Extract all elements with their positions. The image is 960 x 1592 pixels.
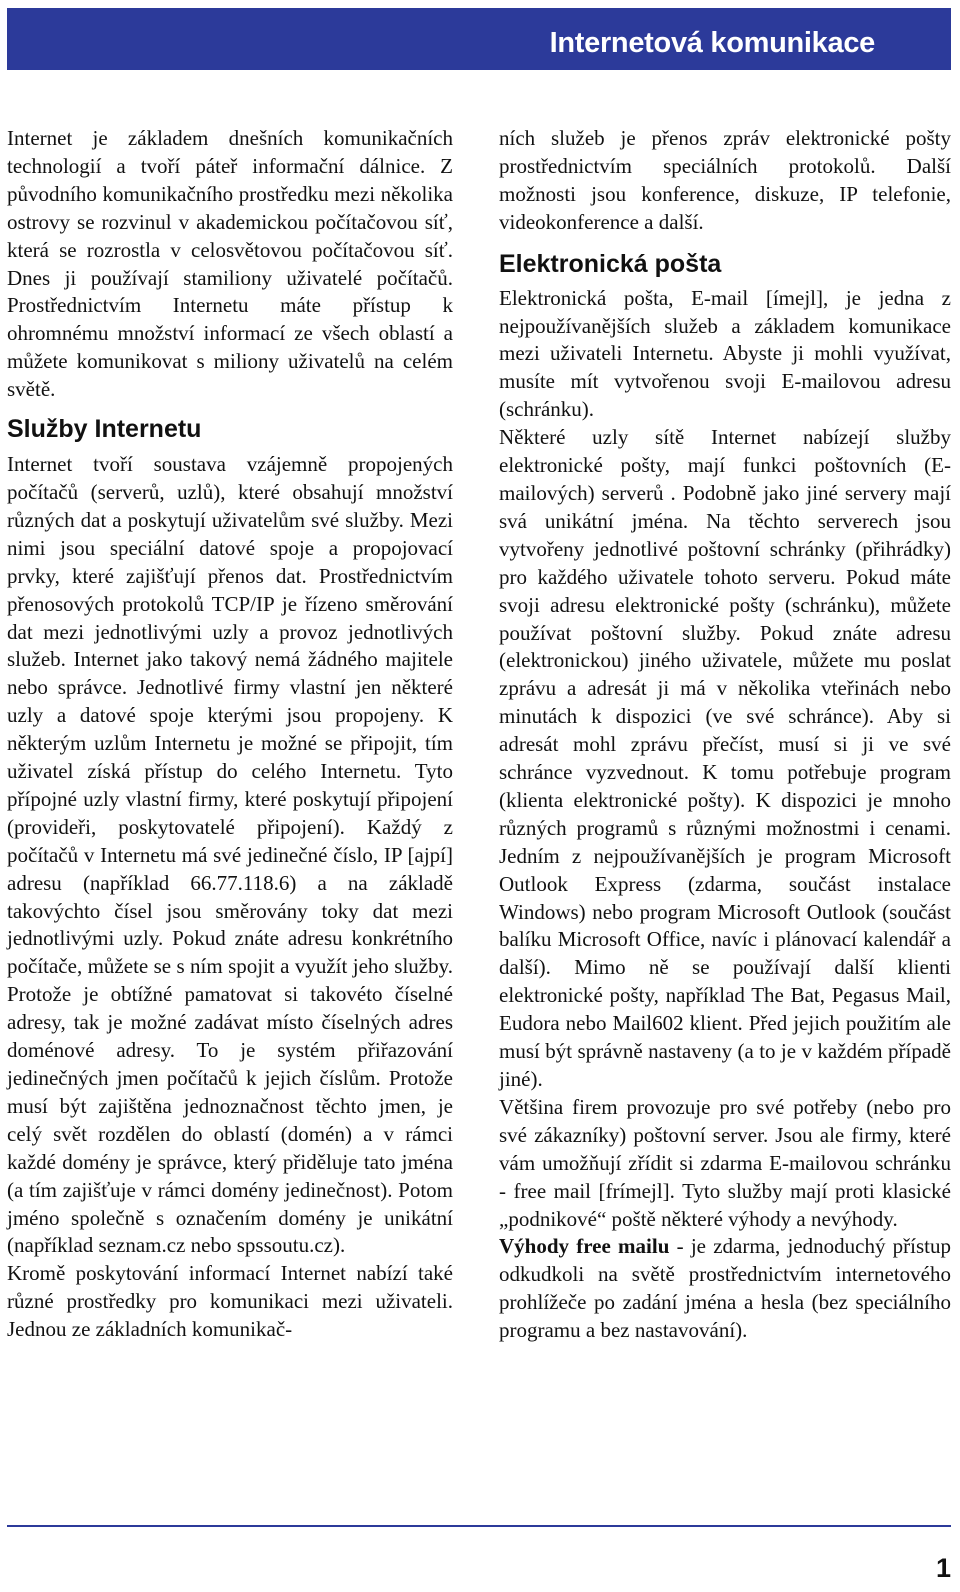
free-mail-advantages-text: - je zdarma, jednoduchý přístup odkudkoli na světě prostřednictvím internetového prohlížeče po zadání jména a hesla (bez speciálního programu a bez nastavování). [499, 1234, 951, 1343]
email-paragraph-2: Některé uzly sítě Internet nabízejí služby elektronické pošty, mají funkci poštovních (E-mailových) serverů . Podobně jako jiné servery mají svá unikátní jména. Na těchto serverech jsou vytvořeny jednotlivé poštovní schránky (přihrádky) pro každého uživatele tohoto serveru. Pokud máte svoji adresu elektronické pošty (schránku), můžete používat poštovní služby. Pokud znáte adresu (elektronickou) jiného uživatele, můžete mu poslat zprávu a adresát ji má v několika vteřinách nebo minutách k dispozici (ve své schránce). Aby si adresát mohl zprávu přečíst, musí si ji ve své schránce vyzvednout. K tomu potřebuje program (klienta elektronické pošty). K dispozici je mnoho různých programů s různými možnostmi i cenami. Jedním z nejpoužívanějších je program Microsoft Outlook Express (zdarma, součást instalace Windows) nebo program Microsoft Outlook (součást balíku Microsoft Office, navíc i plánovací kalendář a další). Mimo ně se používají další klienti elektronické pošty, například The Bat, Pegasus Mail, Eudora nebo Mail602 klient. Před jejich použitím ale musí být správně nastaveny (a to je v každém případě jiné). [499, 425, 951, 1091]
email-paragraph-3: Většina firem provozuje pro své potřeby (nebo pro své zákazníky) poštovní server. Jsou ale firmy, které vám umožňují zřídit si zdarma E-mailovou schránku - free mail [frímejl]. Tyto služby mají proti klasické „podnikové“ poště některé výhody a nevýhody. [499, 1094, 951, 1231]
page-title: Internetová komunikace [549, 27, 875, 59]
sluzby-paragraph-1: Internet tvoří soustava vzájemně propojených počítačů (serverů, uzlů), které obsahují množství různých dat a poskytují uživatelům své služby. Mezi nimi jsou speciální datové spoje a propojovací prvky, které zajišťují přenos dat. Prostřednictvím přenosových protokolů TCP/IP je řízeno směrování dat mezi jednotlivými uzly a provoz jednotlivých služeb. Internet jako takový nemá žádného majitele nebo správce. Jednotlivé firmy vlastní jen některé uzly a datové spoje kterými jsou propojeny. K některým uzlům Internetu je možné se připojit, tím uživatel získá přístup do celého Internetu. Tyto přípojné uzly vlastní firmy, které poskytují připojení (provideři, poskytovatelé připojení). Každý z počítačů v Internetu má své jedinečné číslo, IP [ajpí] adresu (například 66.77.118.6) a na základě takovýchto čísel jsou směrovány toky dat mezi jednotlivými uzly. Pokud znáte adresu konkrétního počítače, můžete se s ním spojit a využít jeho služby. Protože je obtížné pamatovat si takovéto číselné adresy, tak je možné zadávat místo číselných adres doménové adresy. To je systém přiřazování jedinečných jmen počítačů k jejich číslům. Protože musí být zajištěna jednoznačnost těchto jmen, je celý svět rozdělen do oblastí (domén) a v rámci každé domény je správce, který přiděluje tato jména (a tím zajišťuje v rámci domény jedinečnost). Potom jméno společně s označením domény je unikátní (například seznam.cz nebo spssoutu.cz). [7, 452, 453, 1258]
free-mail-advantages-label: Výhody free mailu [499, 1234, 670, 1259]
continuation-paragraph: ních služeb je přenos zpráv elektronické pošty prostřednictvím speciálních protokolů. Další možnosti jsou konference, diskuze, IP telefonie, videokonference a další. [499, 126, 951, 234]
section-heading-sluzby-internetu: Služby Internetu [7, 415, 202, 444]
footer-rule [7, 1525, 951, 1527]
section-heading-elektronicka-posta: Elektronická pošta [499, 249, 722, 278]
sluzby-paragraph-2: Kromě poskytování informací Internet nabízí také různé prostředky pro komunikaci mezi uživateli. Jednou ze základních komunikač- [7, 1261, 453, 1342]
intro-paragraph: Internet je základem dnešních komunikačních technologií a tvoří páteř informační dálnice. Z původního komunikačního prostředku mezi několika ostrovy se rozvinul v akademickou počítačovou síť, která se rozrostla v celosvětovou počítačovou síť. Dnes ji používají stamiliony uživatelé počítačů. Prostřednictvím Internetu máte přístup k ohromnému množství informací ze všech oblastí a můžete komunikovat s miliony uživatelů na celém světě. [7, 126, 453, 402]
header-band [7, 8, 951, 70]
left-column [7, 125, 453, 1344]
page-number: 1 [935, 1553, 951, 1583]
email-paragraph-1: Elektronická pošta, E-mail [ímejl], je jedna z nejpoužívanějších služeb a základem komunikace mezi uživateli Internetu. Abyste ji mohli využívat, musíte mít vytvořenou svoji E-mailovou adresu (schránku). [499, 285, 951, 422]
email-paragraph-4 [499, 1233, 951, 1345]
right-column [499, 125, 951, 1345]
